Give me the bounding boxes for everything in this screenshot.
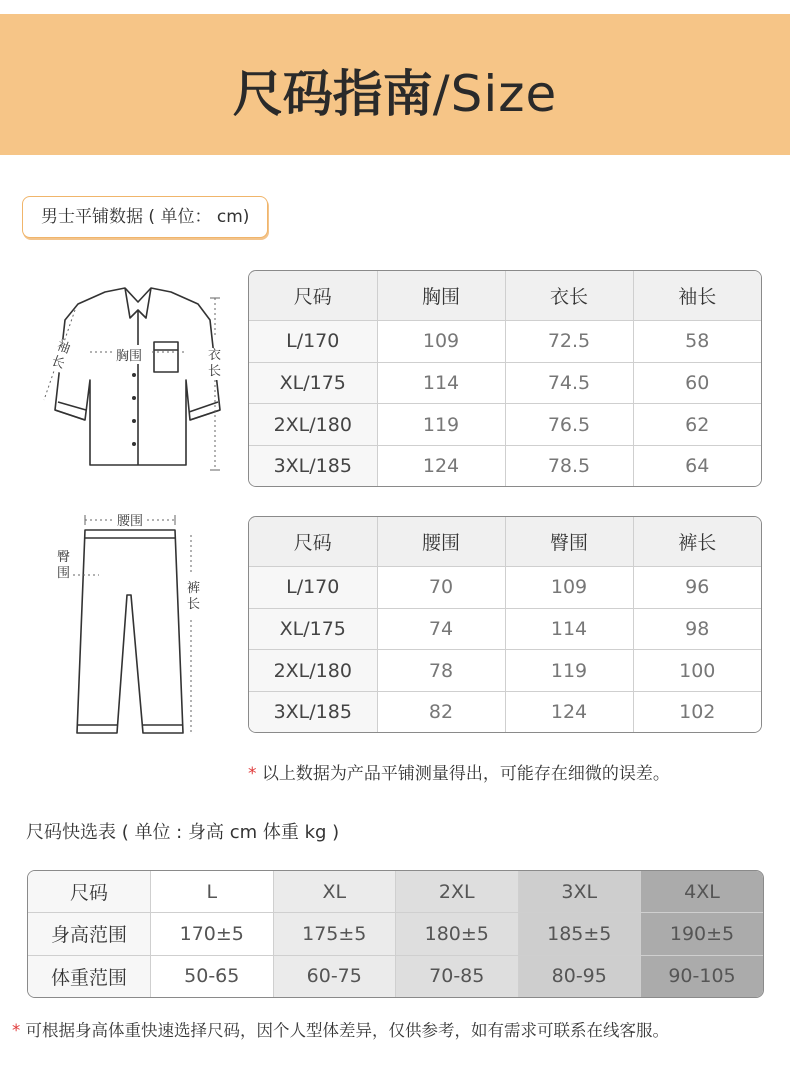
value-cell: 78.5 bbox=[505, 445, 633, 486]
value-cell: 114 bbox=[505, 608, 633, 650]
size-cell: 4XL bbox=[641, 871, 764, 913]
note-star: * bbox=[248, 764, 257, 784]
table-row bbox=[28, 871, 763, 913]
hip-label bbox=[57, 550, 71, 582]
height-cell: 170±5 bbox=[151, 913, 274, 956]
length-label bbox=[208, 348, 222, 380]
size-cell: XL/175 bbox=[249, 608, 377, 650]
size-cell: 3XL/185 bbox=[249, 691, 377, 732]
value-cell: 74 bbox=[377, 608, 505, 650]
header-cell: 裤长 bbox=[633, 517, 761, 567]
size-cell: XL bbox=[273, 871, 396, 913]
page-title bbox=[0, 64, 790, 124]
table-header-row bbox=[249, 517, 761, 567]
value-cell: 119 bbox=[505, 650, 633, 692]
weight-cell: 90-105 bbox=[641, 955, 764, 997]
pants-diagram bbox=[55, 505, 220, 745]
weight-cell: 50-65 bbox=[151, 955, 274, 997]
quick-select-title: 尺码快选表 ( 单位 : 身高 cm 体重 kg ) bbox=[26, 822, 340, 843]
size-cell: 3XL/185 bbox=[249, 445, 377, 486]
size-cell: 2XL/180 bbox=[249, 650, 377, 692]
length-label-2: 长 bbox=[208, 364, 222, 379]
value-cell: 102 bbox=[633, 691, 761, 732]
value-cell: 124 bbox=[377, 445, 505, 486]
height-cell: 185±5 bbox=[518, 913, 641, 956]
value-cell: 109 bbox=[377, 321, 505, 363]
value-cell: 82 bbox=[377, 691, 505, 732]
length-label-1: 衣 bbox=[208, 348, 222, 363]
hip-label-1: 臀 bbox=[57, 550, 71, 565]
size-cell: L bbox=[151, 871, 274, 913]
value-cell: 76.5 bbox=[505, 404, 633, 446]
quick-select-table bbox=[27, 870, 764, 998]
value-cell: 64 bbox=[633, 445, 761, 486]
pants-size-table bbox=[248, 516, 762, 733]
selection-note bbox=[12, 1017, 669, 1041]
value-cell: 114 bbox=[377, 362, 505, 404]
height-cell: 180±5 bbox=[396, 913, 519, 956]
title-cn: 尺码指南 bbox=[232, 65, 433, 123]
value-cell: 98 bbox=[633, 608, 761, 650]
header-cell: 尺码 bbox=[249, 517, 377, 567]
shirt-size-table bbox=[248, 270, 762, 487]
header-cell: 袖长 bbox=[633, 271, 761, 321]
header-cell: 胸围 bbox=[377, 271, 505, 321]
value-cell: 78 bbox=[377, 650, 505, 692]
table-row bbox=[249, 567, 761, 609]
table-row bbox=[249, 362, 761, 404]
shirt-icon bbox=[30, 280, 240, 480]
size-cell: L/170 bbox=[249, 321, 377, 363]
header-cell: 腰围 bbox=[377, 517, 505, 567]
sleeve-label-1: 袖 bbox=[54, 338, 73, 358]
weight-cell: 80-95 bbox=[518, 955, 641, 997]
height-cell: 175±5 bbox=[273, 913, 396, 956]
table-row bbox=[249, 691, 761, 732]
weight-cell: 70-85 bbox=[396, 955, 519, 997]
table-row bbox=[249, 650, 761, 692]
value-cell: 70 bbox=[377, 567, 505, 609]
value-cell: 58 bbox=[633, 321, 761, 363]
note-text: 可根据身高体重快速选择尺码，因个人型体差异，仅供参考，如有需求可联系在线客服。 bbox=[20, 1021, 669, 1040]
hip-label-2: 围 bbox=[57, 566, 71, 581]
shirt-diagram bbox=[30, 280, 240, 480]
weight-cell: 60-75 bbox=[273, 955, 396, 997]
header-banner bbox=[0, 14, 790, 155]
table-row bbox=[249, 404, 761, 446]
note-star: * bbox=[12, 1021, 21, 1040]
row-header-cell: 体重范围 bbox=[28, 955, 151, 997]
table-row bbox=[28, 955, 763, 997]
chest-label: 胸围 bbox=[115, 345, 143, 364]
table-row bbox=[249, 321, 761, 363]
sleeve-label-2: 长 bbox=[49, 353, 67, 373]
waist-label: 腰围 bbox=[115, 510, 145, 529]
measurement-note bbox=[248, 759, 670, 784]
header-cell: 衣长 bbox=[505, 271, 633, 321]
pants-length-label-2: 长 bbox=[187, 597, 201, 612]
table-row bbox=[28, 913, 763, 956]
table-header-row bbox=[249, 271, 761, 321]
value-cell: 119 bbox=[377, 404, 505, 446]
size-cell: 2XL/180 bbox=[249, 404, 377, 446]
table-row bbox=[249, 608, 761, 650]
size-cell: L/170 bbox=[249, 567, 377, 609]
value-cell: 60 bbox=[633, 362, 761, 404]
pants-length-label-1: 裤 bbox=[187, 581, 201, 596]
row-header-cell: 尺码 bbox=[28, 871, 151, 913]
value-cell: 74.5 bbox=[505, 362, 633, 404]
value-cell: 96 bbox=[633, 567, 761, 609]
size-cell: 3XL bbox=[518, 871, 641, 913]
header-cell: 尺码 bbox=[249, 271, 377, 321]
row-header-cell: 身高范围 bbox=[28, 913, 151, 956]
header-cell: 臀围 bbox=[505, 517, 633, 567]
pants-icon bbox=[55, 505, 220, 745]
size-cell: 2XL bbox=[396, 871, 519, 913]
value-cell: 109 bbox=[505, 567, 633, 609]
title-en: /Size bbox=[432, 65, 558, 123]
height-cell: 190±5 bbox=[641, 913, 764, 956]
size-cell: XL/175 bbox=[249, 362, 377, 404]
value-cell: 124 bbox=[505, 691, 633, 732]
note-text: 以上数据为产品平铺测量得出，可能存在细微的误差。 bbox=[256, 764, 670, 784]
value-cell: 62 bbox=[633, 404, 761, 446]
pants-length-label bbox=[187, 581, 201, 613]
section-tag: 男士平铺数据 ( 单位： cm) bbox=[22, 196, 268, 238]
value-cell: 72.5 bbox=[505, 321, 633, 363]
value-cell: 100 bbox=[633, 650, 761, 692]
table-row bbox=[249, 445, 761, 486]
